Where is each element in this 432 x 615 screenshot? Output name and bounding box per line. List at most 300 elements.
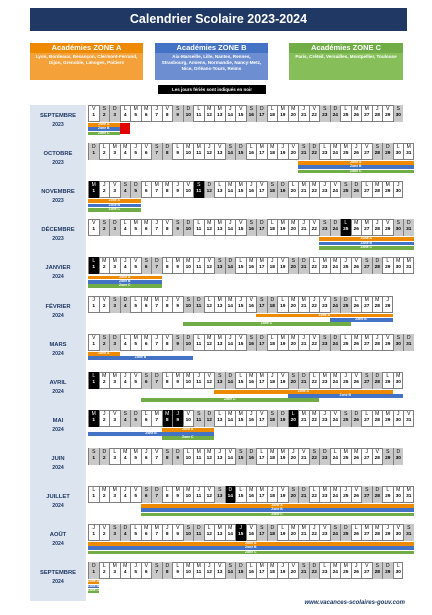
- weekday-letter: D: [385, 563, 390, 570]
- day-number: 16: [248, 455, 254, 461]
- day-number: 11: [196, 532, 202, 538]
- zone-c-bar-label: Zone C: [260, 321, 273, 326]
- weekday-letter: M: [133, 334, 138, 341]
- day-cell: [99, 372, 110, 389]
- day-cell: [130, 524, 141, 541]
- day-number: 18: [269, 227, 275, 233]
- day-cell: [267, 334, 278, 351]
- month-name: AVRIL: [49, 379, 67, 386]
- day-cell: [225, 562, 236, 579]
- zone-a-bar-label: Zone A: [98, 350, 110, 355]
- day-number: 3: [113, 417, 117, 423]
- weekday-letter: V: [386, 220, 390, 227]
- weekday-letter: M: [186, 258, 191, 265]
- weekday-letter: M: [280, 106, 285, 112]
- day-number: 10: [185, 265, 191, 271]
- zone-b-academies: Aix-Marseille, Lille, Nantes, Rennes, Strasbourg, Amiens, Normandie, Nancy-Metz, Nice, Orléans-Tours, Reims: [155, 53, 268, 80]
- day-cell: [340, 562, 351, 579]
- day-number: 23: [322, 417, 328, 423]
- month-label: [30, 334, 86, 373]
- day-number: 25: [343, 113, 349, 118]
- day-cell: [235, 143, 246, 160]
- day-number: 3: [113, 189, 117, 195]
- day-number: 1: [92, 379, 96, 385]
- day-number: 29: [385, 265, 391, 271]
- day-cell: [214, 410, 225, 427]
- day-cell: [267, 219, 278, 236]
- weekday-letter: M: [228, 182, 233, 189]
- day-number: 8: [165, 189, 169, 195]
- day-cell: [193, 181, 204, 198]
- weekday-letter: V: [144, 563, 148, 570]
- day-cell: [256, 181, 267, 198]
- zone-c-holiday-bar: [88, 284, 162, 288]
- day-number: 11: [196, 417, 202, 423]
- zone-b-holiday-bar: [88, 356, 193, 360]
- month-name: JANVIER: [45, 265, 71, 272]
- day-number: 28: [374, 113, 380, 118]
- weekday-letter: J: [281, 563, 284, 570]
- day-number: 25: [343, 189, 349, 195]
- day-number: 26: [353, 532, 359, 538]
- weekday-letter: M: [333, 144, 338, 151]
- weekday-letter: S: [375, 563, 379, 570]
- day-cell: [204, 334, 215, 351]
- month-year: 2023: [52, 236, 64, 243]
- day-number: 1: [92, 341, 96, 347]
- zone-c-holiday-bar: [88, 589, 99, 593]
- day-number: 23: [322, 113, 328, 118]
- day-number: 7: [155, 455, 159, 461]
- day-cell: [351, 486, 362, 503]
- month-row: [30, 562, 406, 601]
- day-cell: [120, 486, 131, 503]
- month-label: [30, 372, 86, 411]
- day-number: 29: [385, 455, 391, 461]
- weekday-letter: M: [144, 106, 149, 112]
- weekday-letter: J: [302, 334, 305, 341]
- day-cell: [277, 143, 288, 160]
- weekday-letter: M: [291, 296, 296, 303]
- day-cell: [267, 372, 278, 389]
- day-number: 18: [269, 189, 275, 195]
- day-cell: [99, 334, 110, 351]
- zone-c-holiday-bar: [88, 208, 141, 212]
- month-row: [30, 372, 406, 411]
- day-cell: [141, 219, 152, 236]
- day-number: 4: [123, 455, 127, 461]
- zone-b-bar-label: Zone B: [360, 240, 372, 245]
- zone-c-holiday-bar: [88, 551, 414, 555]
- month-year: 2024: [52, 350, 64, 357]
- day-number: 14: [227, 265, 233, 271]
- day-cell: [162, 410, 173, 427]
- weekday-letter: L: [197, 220, 201, 227]
- weekday-letter: M: [196, 563, 201, 570]
- day-cell: [141, 486, 152, 503]
- day-number: 8: [165, 379, 169, 385]
- weekday-letter: S: [239, 448, 243, 455]
- day-number: 8: [165, 494, 169, 499]
- weekday-letter: V: [312, 220, 316, 227]
- day-cell: [340, 181, 351, 198]
- day-cell: [351, 372, 362, 389]
- weekday-letter: S: [165, 448, 169, 455]
- day-cell: [330, 143, 341, 160]
- day-cell: [288, 410, 299, 427]
- day-number: 13: [217, 494, 223, 499]
- day-number: 4: [123, 151, 127, 157]
- day-cell: [235, 372, 246, 389]
- day-number: 12: [206, 455, 212, 461]
- weekday-letter: S: [102, 334, 106, 341]
- weekday-letter: M: [102, 258, 107, 265]
- weekday-letter: D: [207, 410, 212, 417]
- weekday-letter: M: [217, 525, 222, 532]
- weekday-letter: J: [124, 372, 127, 379]
- day-cell: [235, 486, 246, 503]
- day-cell: [298, 334, 309, 351]
- day-number: 15: [238, 417, 244, 423]
- day-number: 24: [332, 265, 338, 271]
- day-cell: [267, 448, 278, 465]
- day-number: 23: [322, 494, 328, 499]
- weekday-letter: J: [271, 487, 274, 493]
- zone-c-academies: Paris, Créteil, Versailles, Montpellier, Toulouse: [289, 53, 403, 80]
- weekday-letter: M: [228, 296, 233, 303]
- weekday-letter: S: [291, 487, 295, 493]
- day-number: 17: [259, 494, 265, 499]
- day-number: 7: [155, 113, 159, 118]
- day-number: 31: [406, 341, 412, 347]
- month-year: 2024: [52, 388, 64, 395]
- day-cell: [340, 334, 351, 351]
- day-cell: [225, 372, 236, 389]
- weekday-letter: V: [323, 525, 327, 532]
- day-cell: [288, 257, 299, 274]
- day-number: 3: [113, 570, 117, 576]
- day-number: 1: [92, 532, 96, 538]
- day-cell: [151, 372, 162, 389]
- day-number: 20: [290, 494, 296, 499]
- day-cell: [204, 524, 215, 541]
- day-cell: [288, 334, 299, 351]
- weekday-letter: J: [323, 182, 326, 189]
- day-number: 5: [134, 494, 138, 499]
- zone-c-header: Académies ZONE C: [289, 43, 403, 53]
- weekday-letter: J: [365, 448, 368, 455]
- day-cell: [361, 372, 372, 389]
- day-number: 17: [259, 379, 265, 385]
- day-number: 14: [227, 570, 233, 576]
- day-cell: [109, 257, 120, 274]
- weekday-letter: J: [103, 182, 106, 189]
- day-number: 18: [269, 570, 275, 576]
- weekday-letter: M: [144, 334, 149, 341]
- weekday-letter: J: [197, 487, 200, 493]
- day-cell: [309, 181, 320, 198]
- weekday-letter: V: [333, 182, 337, 189]
- day-cell: [319, 105, 330, 122]
- day-cell: [225, 410, 236, 427]
- weekday-letter: V: [92, 334, 96, 341]
- weekday-letter: J: [229, 334, 232, 341]
- weekday-letter: D: [165, 563, 170, 570]
- day-cell: [393, 562, 404, 579]
- weekday-letter: L: [165, 487, 169, 493]
- weekday-letter: L: [312, 487, 316, 493]
- day-cell: [288, 524, 299, 541]
- day-number: 1: [92, 227, 96, 233]
- day-number: 24: [332, 113, 338, 118]
- weekday-letter: S: [312, 448, 316, 455]
- day-cell: [109, 334, 120, 351]
- weekday-letter: V: [165, 334, 169, 341]
- day-number: 27: [364, 189, 370, 195]
- day-number: 31: [406, 227, 412, 233]
- day-cell: [193, 524, 204, 541]
- day-cell: [99, 486, 110, 503]
- day-number: 15: [238, 532, 244, 538]
- weekday-letter: J: [323, 410, 326, 417]
- weekday-letter: D: [228, 372, 233, 379]
- day-number: 9: [176, 265, 180, 271]
- day-cell: [298, 410, 309, 427]
- weekday-letter: M: [406, 144, 411, 151]
- day-cell: [193, 448, 204, 465]
- weekday-letter: S: [333, 296, 337, 303]
- weekday-letter: V: [354, 372, 358, 379]
- day-cell: [351, 524, 362, 541]
- weekday-letter: M: [144, 220, 149, 227]
- day-number: 1: [92, 151, 96, 157]
- weekday-letter: L: [281, 525, 285, 532]
- weekday-letter: J: [239, 296, 242, 303]
- zone-a-bar-label: Zone A: [350, 160, 362, 165]
- weekday-letter: V: [176, 296, 180, 303]
- weekday-letter: M: [333, 258, 338, 265]
- weekday-letter: V: [186, 410, 190, 417]
- weekday-letter: L: [113, 448, 117, 455]
- weekday-letter: J: [302, 106, 305, 112]
- day-number: 25: [343, 494, 349, 499]
- weekday-letter: V: [92, 106, 96, 112]
- weekday-letter: S: [197, 182, 201, 189]
- weekday-letter: D: [259, 220, 264, 227]
- day-number: 12: [206, 417, 212, 423]
- day-cell: [330, 334, 341, 351]
- day-number: 1: [92, 417, 96, 423]
- day-cell: [330, 105, 341, 122]
- day-cell: [88, 296, 99, 313]
- day-cell: [88, 219, 99, 236]
- day-number: 24: [332, 455, 338, 461]
- day-number: 25: [343, 151, 349, 157]
- day-cell: [256, 334, 267, 351]
- weekday-letter: V: [396, 525, 400, 532]
- day-number: 17: [259, 341, 265, 347]
- day-cell: [382, 181, 393, 198]
- day-number: 16: [248, 341, 254, 347]
- day-cell: [351, 105, 362, 122]
- weekday-letter: L: [218, 410, 222, 417]
- day-cell: [235, 410, 246, 427]
- day-number: 24: [332, 151, 338, 157]
- zone-c-holiday-bar: [319, 246, 414, 250]
- day-number: 23: [322, 265, 328, 271]
- day-cell: [298, 181, 309, 198]
- day-number: 31: [406, 151, 412, 157]
- day-number: 20: [290, 532, 296, 538]
- day-number: 10: [185, 494, 191, 499]
- day-number: 4: [123, 265, 127, 271]
- day-number: 26: [353, 303, 359, 309]
- weekday-letter: J: [271, 372, 274, 379]
- weekday-letter: J: [155, 106, 158, 112]
- day-number: 28: [374, 417, 380, 423]
- day-number: 23: [322, 379, 328, 385]
- month-name: AOÛT: [49, 532, 67, 539]
- day-number: 27: [364, 341, 370, 347]
- weekday-letter: S: [123, 182, 127, 189]
- day-cell: [340, 448, 351, 465]
- weekday-letter: S: [113, 525, 117, 532]
- day-cell: [372, 486, 383, 503]
- weekday-letter: D: [228, 487, 233, 493]
- weekday-letter: L: [207, 296, 211, 303]
- day-cell: [151, 143, 162, 160]
- day-number: 11: [196, 151, 202, 157]
- day-cell: [109, 219, 120, 236]
- day-number: 9: [176, 532, 180, 538]
- rentree-marker: [120, 123, 131, 134]
- day-number: 2: [102, 494, 106, 499]
- day-number: 24: [332, 303, 338, 309]
- day-number: 2: [102, 151, 106, 157]
- day-cell: [162, 334, 173, 351]
- day-cell: [172, 448, 183, 465]
- weekday-letter: M: [259, 258, 264, 265]
- day-number: 13: [217, 113, 223, 118]
- weekday-letter: V: [207, 372, 211, 379]
- day-cell: [193, 257, 204, 274]
- day-cell: [351, 143, 362, 160]
- day-cell: [130, 562, 141, 579]
- day-number: 23: [322, 341, 328, 347]
- day-cell: [298, 562, 309, 579]
- month-row: [30, 257, 412, 296]
- weekday-letter: M: [385, 410, 390, 417]
- day-number: 20: [290, 417, 296, 423]
- day-cell: [256, 143, 267, 160]
- day-cell: [319, 410, 330, 427]
- day-cell: [151, 219, 162, 236]
- day-number: 20: [290, 341, 296, 347]
- zone-b-bar-label: Zone B: [271, 507, 283, 512]
- day-cell: [372, 181, 383, 198]
- day-cell: [130, 143, 141, 160]
- weekday-letter: J: [302, 220, 305, 227]
- weekday-letter: M: [207, 220, 212, 227]
- day-number: 7: [155, 341, 159, 347]
- day-cell: [141, 524, 152, 541]
- day-cell: [393, 372, 404, 389]
- weekday-letter: M: [270, 563, 275, 570]
- day-number: 12: [206, 494, 212, 499]
- day-cell: [183, 219, 194, 236]
- day-number: 29: [385, 341, 391, 347]
- day-cell: [319, 181, 330, 198]
- weekday-letter: D: [186, 334, 191, 341]
- day-number: 24: [332, 494, 338, 499]
- weekday-letter: V: [134, 258, 138, 265]
- weekday-letter: M: [217, 296, 222, 303]
- day-cell: [235, 562, 246, 579]
- weekday-letter: S: [102, 220, 106, 227]
- day-number: 26: [353, 570, 359, 576]
- weekday-letter: D: [270, 296, 275, 303]
- day-number: 29: [385, 303, 391, 309]
- day-cell: [277, 334, 288, 351]
- weekday-letter: V: [386, 334, 390, 341]
- day-cell: [288, 105, 299, 122]
- weekday-letter: V: [386, 106, 390, 112]
- day-number: 9: [176, 417, 180, 423]
- month-label: [30, 524, 86, 563]
- weekday-letter: M: [217, 220, 222, 227]
- weekday-letter: M: [354, 334, 359, 341]
- weekday-letter: L: [239, 258, 243, 265]
- weekday-letter: S: [396, 334, 400, 341]
- day-number: 16: [248, 532, 254, 538]
- day-number: 6: [144, 455, 148, 461]
- weekday-letter: V: [260, 182, 264, 189]
- day-cell: [340, 410, 351, 427]
- weekday-letter: M: [291, 334, 296, 341]
- day-cell: [141, 410, 152, 427]
- day-number: 28: [374, 151, 380, 157]
- day-number: 9: [176, 379, 180, 385]
- day-cell: [88, 410, 99, 427]
- day-cell: [130, 296, 141, 313]
- day-number: 5: [134, 227, 138, 233]
- day-cell: [372, 334, 383, 351]
- weekday-letter: L: [165, 372, 169, 379]
- weekday-letter: L: [312, 372, 316, 379]
- weekday-letter: V: [218, 563, 222, 570]
- weekday-letter: S: [270, 182, 274, 189]
- day-cell: [214, 562, 225, 579]
- month-year: 2024: [52, 312, 64, 319]
- day-number: 9: [176, 303, 180, 309]
- zone-a-bar-label: Zone A: [98, 122, 110, 127]
- day-cell: [372, 219, 383, 236]
- day-number: 13: [217, 227, 223, 233]
- day-number: 6: [144, 341, 148, 347]
- weekday-letter: L: [92, 487, 96, 493]
- day-number: 9: [176, 227, 180, 233]
- weekday-letter: D: [322, 448, 327, 455]
- day-cell: [309, 296, 320, 313]
- day-cell: [162, 372, 173, 389]
- day-cell: [361, 334, 372, 351]
- day-number: 30: [395, 455, 401, 461]
- day-cell: [288, 562, 299, 579]
- day-number: 21: [301, 189, 307, 195]
- day-number: 2: [102, 455, 106, 461]
- day-cell: [382, 524, 393, 541]
- weekday-letter: M: [259, 372, 264, 379]
